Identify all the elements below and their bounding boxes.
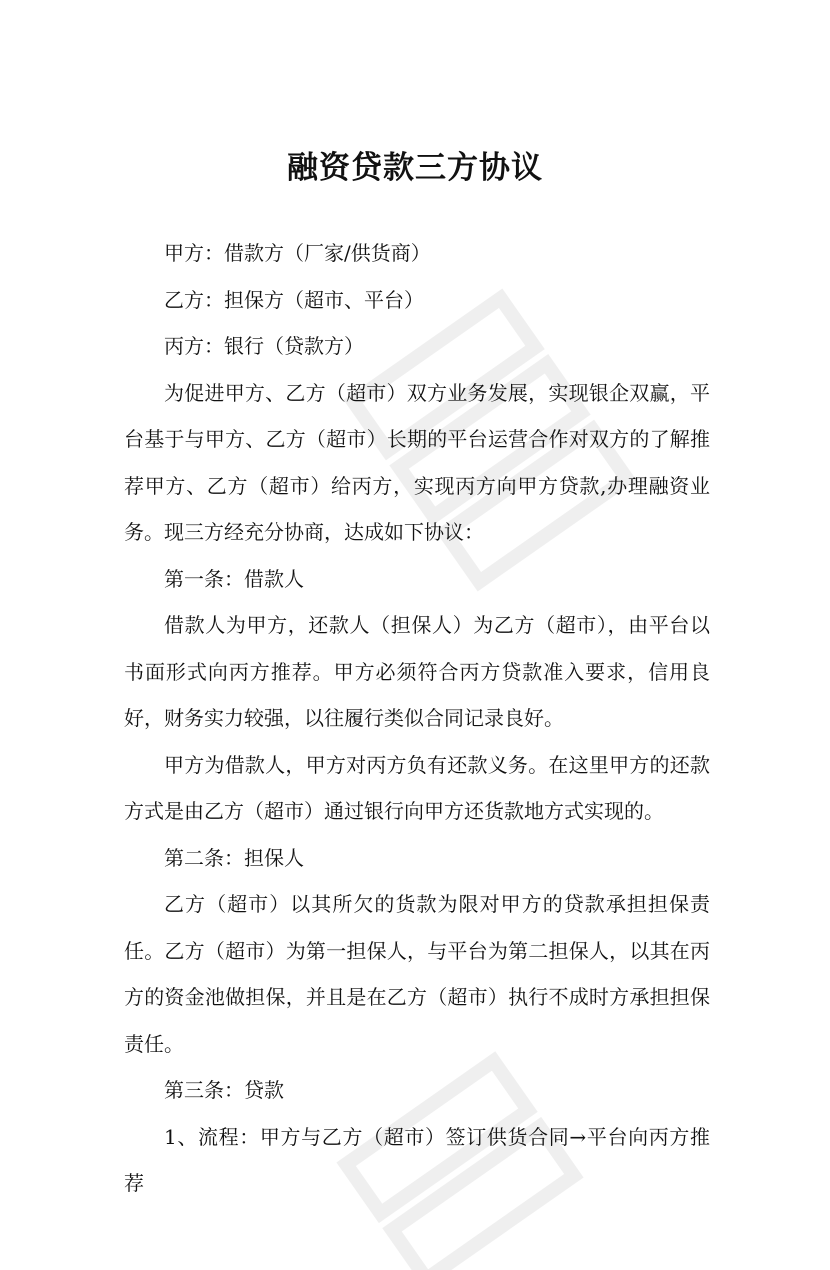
article-3-heading: 第三条：贷款 [164, 1078, 284, 1102]
article-3-item-1: 1、流程：甲方与乙方（超市）签订供货合同→平台向丙方推荐 [124, 1124, 710, 1195]
document-body [124, 230, 710, 1207]
document-title: 融资贷款三方协议 [287, 150, 543, 186]
article-1-heading: 第一条：借款人 [164, 566, 304, 591]
article-2-heading: 第二条：担保人 [164, 845, 304, 870]
article-2-paragraph: 乙方（超市）以其所欠的货款为限对甲方的贷款承担担保责任。乙方（超市）为第一担保人，与平台为第二担保人，以其在丙方的资金池做担保，并且是在乙方（超市）执行不成时方承担担保责任。 [124, 892, 710, 1056]
preamble-paragraph: 为促进甲方、乙方（超市）双方业务发展，实现银企双赢，平台基于与甲方、乙方（超市）长期的平台运营合作对双方的了解推荐甲方、乙方（超市）给丙方，实现丙方向甲方贷款,办理融资业务。现三方经充分协商，达成如下协议： [124, 380, 710, 544]
article-1-paragraph-2: 甲方为借款人，甲方对丙方负有还款义务。在这里甲方的还款方式是由乙方（超市）通过银行向甲方还货款地方式实现的。 [124, 752, 710, 823]
party-b-line: 乙方：担保方（超市、平台） [164, 287, 424, 312]
party-c-line: 丙方：银行（贷款方） [164, 334, 364, 358]
article-1-paragraph-1: 借款人为甲方，还款人（担保人）为乙方（超市），由平台以书面形式向丙方推荐。甲方必须符合丙方贷款准入要求，信用良好，财务实力较强，以往履行类似合同记录良好。 [124, 613, 710, 730]
party-a-line: 甲方：借款方（厂家/供货商） [164, 241, 431, 265]
